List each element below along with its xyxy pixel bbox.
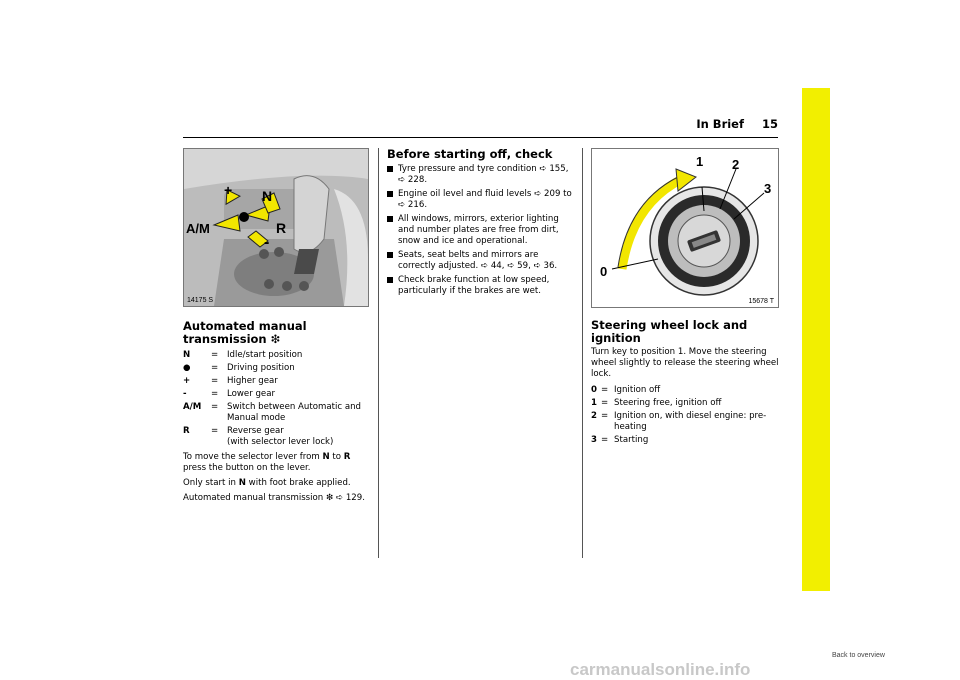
section-tab xyxy=(802,88,830,591)
r-label: R xyxy=(276,220,287,236)
ignition-heading: Steering wheel lock and ignition xyxy=(591,318,748,345)
definition-list xyxy=(183,350,369,448)
column-divider xyxy=(582,148,583,558)
position-2-label: 2 xyxy=(732,157,740,172)
definition-row: + = Higher gear xyxy=(183,376,369,387)
paragraph: To move the selector lever from N to R press the button on the lever. xyxy=(183,452,351,473)
def-key: R xyxy=(183,426,190,436)
ignition-figure xyxy=(591,148,779,308)
definition-row: - = Lower gear xyxy=(183,389,369,400)
page-header xyxy=(600,117,778,131)
definition-row: ● = Driving position xyxy=(183,363,369,374)
list-item: Check brake function at low speed, particularly if the brakes are wet. xyxy=(387,275,572,297)
paragraph: Only start in N with foot brake applied. xyxy=(183,478,351,488)
position-3-label: 3 xyxy=(764,181,772,196)
position-0-label: 0 xyxy=(600,264,608,279)
def-key: N xyxy=(183,350,191,360)
checklist-heading: Before starting off, check xyxy=(387,147,553,161)
am-label: A/M xyxy=(186,221,210,236)
gear-selector-figure xyxy=(183,148,369,307)
def-value: Higher gear xyxy=(227,376,278,386)
section-title: In Brief xyxy=(696,117,744,131)
definition-row: A/M = Switch between Automatic and Manual mode xyxy=(183,402,369,424)
definition-row: R = Reverse gear (with selector lever lock) xyxy=(183,426,369,448)
gear-selector-illustration xyxy=(184,149,368,306)
definition-row: 0 = Ignition off xyxy=(591,385,661,395)
transmission-heading xyxy=(183,320,369,346)
def-value: Lower gear xyxy=(227,389,276,399)
def-key: A/M xyxy=(183,402,202,412)
definition-row: 2 = Ignition on, with diesel engine: pre-heating xyxy=(591,411,767,432)
def-value: Switch between Automatic and Manual mode xyxy=(227,402,362,423)
minus-label: - xyxy=(264,234,270,251)
list-item: Engine oil level and fluid levels ➪ 209 to ➪ 216. xyxy=(387,189,572,211)
header-rule xyxy=(183,137,778,138)
cross-reference[interactable]: Automated manual transmission ❇ ➪ 129. xyxy=(183,493,365,503)
definition-list xyxy=(591,385,779,446)
def-value: Reverse gear (with selector lever lock) xyxy=(227,426,334,447)
def-key: + xyxy=(183,376,191,386)
watermark: carmanualsonline.info xyxy=(570,660,751,679)
definition-row: N = Idle/start position xyxy=(183,350,369,361)
def-value: Driving position xyxy=(227,363,295,373)
list-item: Seats, seat belts and mirrors are correctly adjusted. ➪ 44, ➪ 59, ➪ 36. xyxy=(387,250,572,272)
bullet-icon xyxy=(387,277,393,283)
back-to-overview-link[interactable]: Back to overview xyxy=(832,652,885,659)
list-item: Tyre pressure and tyre condition ➪ 155, ➪ 228. xyxy=(387,164,572,186)
right-column xyxy=(591,319,779,446)
list-item: All windows, mirrors, exterior lighting and number plates are free from dirt, snow and ice and operational. xyxy=(387,214,572,247)
snowflake-icon: ❇ xyxy=(270,332,281,346)
column-divider xyxy=(378,148,379,558)
position-1-label: 1 xyxy=(696,154,704,169)
n-label: N xyxy=(262,188,273,204)
definition-row: 1 = Steering free, ignition off xyxy=(591,398,722,408)
bullet-icon xyxy=(387,166,393,172)
heading-text: Automated manual transmission xyxy=(183,319,307,346)
middle-column xyxy=(387,148,572,297)
definition-row: 3 = Starting xyxy=(591,435,649,445)
bullet-icon xyxy=(387,252,393,258)
figure-number: 15678 T xyxy=(748,298,774,305)
def-value: Idle/start position xyxy=(227,350,303,360)
def-key: - xyxy=(183,389,187,399)
plus-label: + xyxy=(224,182,233,198)
left-column xyxy=(183,320,369,504)
intro-text: Turn key to position 1. Move the steering wheel slightly to release the steering wheel lock. xyxy=(591,347,779,379)
figure-number: 14175 S xyxy=(187,297,214,304)
ignition-illustration xyxy=(592,149,778,307)
bullet-icon xyxy=(387,216,393,222)
bullet-icon xyxy=(387,191,393,197)
page-number: 15 xyxy=(761,117,778,131)
def-key: ● xyxy=(183,363,191,373)
